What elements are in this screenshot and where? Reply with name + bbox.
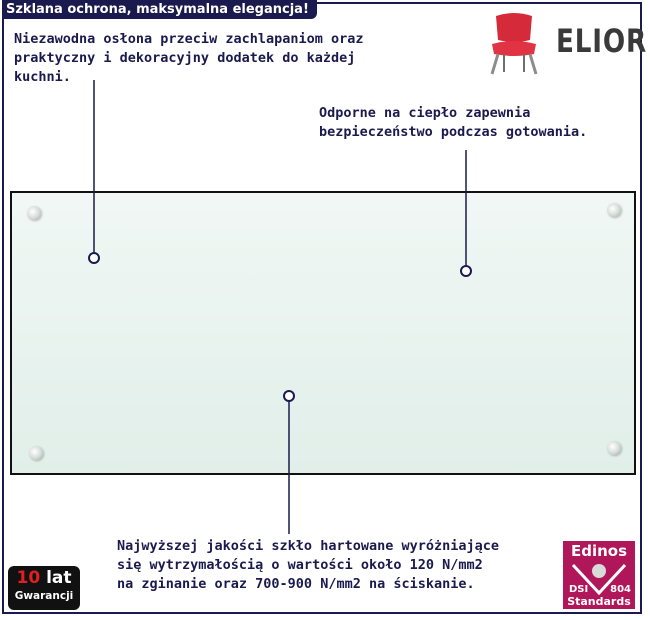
warranty-number: 10: [16, 568, 41, 588]
edinos-standards: Standards: [567, 595, 631, 608]
warranty-label: Gwarancji: [14, 590, 74, 602]
page-title: Szklana ochrona, maksymalna elegancja!: [2, 0, 317, 19]
edinos-name: Edinos: [570, 542, 628, 560]
edinos-number: 804: [610, 584, 631, 595]
warranty-unit: lat: [46, 568, 72, 588]
note-tempered-glass: Najwyższej jakości szkło hartowane wyróżniające się wytrzymałością o wartości około 120 N/mm2 na zginanie oraz 700-900 N/mm2 na ściskanie.: [117, 538, 500, 592]
brand-name: ELIOR: [556, 22, 648, 60]
note-splash-protection: Niezawodna osłona przeciw zachlapaniom oraz praktyczny i dekoracyjny dodatek do każdej kuchni.: [14, 31, 364, 85]
callout-dot-left: [89, 253, 99, 263]
callout-dot-right: [461, 266, 471, 276]
note-heat-resistance: Odporne na ciepło zapewnia bezpieczeństwo podczas gotowania.: [319, 105, 588, 140]
callout-dot-bottom: [284, 391, 294, 401]
edinos-dsi: DSI: [569, 584, 589, 595]
